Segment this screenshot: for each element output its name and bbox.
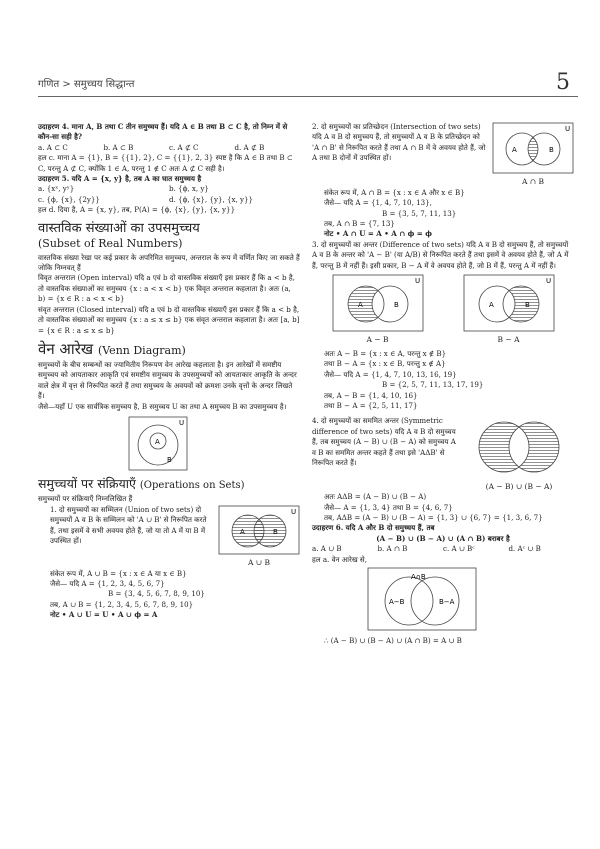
example-6-options [312, 544, 574, 554]
example-6-solution: हल a. वेन आरेख से, [312, 554, 367, 564]
example-6-expression: (A − B) ∪ (B − A) ∪ (A ∩ B) बराबर है [376, 533, 510, 543]
open-interval-def: विवृत अन्तराल (Open interval) यदि a एवं b दो वास्तविक संख्याएँ इस प्रकार हैं कि a < b है, तो वास्तविक संख्याओं का समुच्चय {x : a < x < b} एक विवृत अन्तराल कहलाता है। अतः (a, b) = {x ∈ R : a < x < b} [38, 273, 295, 304]
label-b: B [524, 301, 530, 310]
intersection-caption: A ∩ B [522, 177, 544, 187]
symmetric-difference-caption: (A − B) ∪ (B − A) [485, 481, 553, 491]
section-title: समुच्चयों पर संक्रियाएँ [38, 476, 136, 492]
label-b: B [273, 527, 278, 536]
difference-line6: तथा B − A = {2, 5, 11, 17} [324, 400, 418, 410]
option-d: d. {ϕ, {x}, {y}, {x, y}} [169, 194, 254, 204]
venn-paragraph: समुच्चयों के बीच सम्बन्धों का ज्यामितीय निरूपण वेन आरेख कहलाता है। इन आरेखों में समष्टीय समुच्चय को आयताकार आकृति एवं समष्टीय समुच्चय के उपसमुच्चयों को आयताकार आकृति के अन्दर वाले क्षेत्र में वृत्त से निरूपित करते हैं तथा समुच्चय के अवयवों को क्रमशः उनके वृत्तों के अन्दर लिखते हैं। [38, 359, 297, 401]
label-a: A [155, 437, 160, 446]
difference-line1: अतः A − B = {x : x ∈ A, परन्तु x ∉ B} [324, 348, 447, 358]
intersection-description: 2. दो समुच्चयों का प्रतिच्छेदन (Intersection of two sets) यदि A व B दो समुच्चय हैं, तो समुच्चयों A व B के प्रतिच्छेदन को 'A ∩ B' से निरूपित करते हैं तथा A ∩ B में वे अवयव होते हैं, जो A तथा B दोनों में उपस्थित हों। [312, 122, 486, 163]
symmetric-line2: जैसे— A = {1, 3, 4} तथा B = {4, 6, 7} [324, 502, 453, 512]
label-b: B [549, 146, 554, 154]
difference-description: 3. दो समुच्चयों का अन्तर (Difference of two sets) यदि A व B दो समुच्चय हैं, तो समुच्चयों A व B के अन्तर को 'A − B' (या A/B) से निरूपित करते हैं तथा इसमें वे अवयव होते हैं, जो A में हैं, परन्तु B में नहीं हैं। इसी प्रकार, B − A में वे अवयव होते हैं, जो B में हैं, परन्तु A में नहीं हैं। [312, 239, 569, 270]
section-subtitle: (Subset of Real Numbers) [38, 236, 183, 250]
example-6-venn [367, 567, 477, 631]
label-b: B [393, 301, 399, 310]
union-caption: A ∪ B [248, 558, 270, 568]
intersection-figure [492, 122, 574, 188]
section-subtitle: (Venn Diagram) [97, 343, 186, 357]
label-a: A [488, 301, 494, 310]
symmetric-line1: अतः AΔB = (A − B) ∪ (B − A) [324, 492, 427, 502]
option-b: b. A ⊂ B [103, 142, 134, 152]
label-u: U [414, 277, 420, 286]
breadcrumb: गणित > समुच्चय सिद्धान्त [38, 79, 135, 90]
example-6-conclusion: ∴ (A − B) ∪ (B − A) ∪ (A ∩ B) = A ∪ B [324, 636, 462, 646]
union-description: 1. दो समुच्चयों का सम्मिलन (Union of two sets) दो समुच्चयों A व B के सम्मिलन को 'A ∪ B' से निरूपित करते हैं, तथा इसमें वे सभी अवयव होते हैं, जो या तो A में या B में उपस्थित हों। [50, 504, 207, 545]
option-d: d. Aᶜ ∪ B [508, 544, 541, 554]
difference-line3: जैसे— यदि A = {1, 4, 7, 10, 13, 16, 19} [324, 369, 457, 379]
union-definition: संकेत रूप में, A ∪ B = {x : x ∈ A या x ∈ B} [50, 568, 187, 578]
venn-subset-diagram [128, 416, 188, 471]
union-example-line2: B = {3, 4, 5, 6, 7, 8, 9, 10} [108, 589, 205, 599]
option-c: c. {ϕ, {x}, {2y}} [38, 194, 100, 204]
union-venn [218, 505, 300, 555]
option-a: a. A ⊂ C [38, 142, 68, 152]
intersection-example-line2: B = {3, 5, 7, 11, 13} [382, 208, 457, 218]
label-u: U [179, 418, 185, 427]
example-5-solution: हल d. दिया है, A = {x, y}, तब, P(A) = {ϕ, {x}, {y}, {x, y}} [38, 205, 236, 215]
page-number: 5 [556, 70, 570, 95]
difference-line2: तथा B − A = {x : x ∈ B, परन्तु x ∉ A} [324, 359, 446, 369]
section-title-real-subsets [38, 221, 300, 251]
example-5-options-row2 [38, 195, 300, 205]
label-a-minus-b: A−B [389, 597, 405, 606]
union-block [38, 505, 300, 569]
section-title: वेन आरेख [38, 339, 94, 358]
example-4-solution: हल c. माना A = {1}, B = {{1}, 2}, C = {{1}, 2, 3} स्पष्ट है कि A ∈ B तथा B ⊂ C, परन्तु A ⊄ C, क्योंकि 1 ∈ A, परन्तु 1 ∉ C अतः A ⊄ C सही है। [38, 153, 293, 173]
label-a: A [357, 301, 363, 310]
union-figure [218, 505, 300, 569]
label-a: A [512, 146, 517, 154]
label-b-minus-a: B−A [439, 597, 455, 606]
header-rule [38, 96, 578, 97]
intersection-example-line1: जैसे— यदि A = {1, 4, 7, 10, 13}, [324, 198, 432, 208]
intersection-block [312, 122, 574, 188]
section-title-venn [38, 340, 300, 360]
label-u: U [565, 125, 571, 133]
b-minus-a-caption: B − A [497, 335, 520, 345]
closed-interval-def: संवृत अन्तराल (Closed interval) यदि a एवं b दो वास्तविक संख्याएँ इस प्रकार हैं कि a < b है, तो वास्तविक संख्याओं का समुच्चय {x : a ≤ x ≤ b} एक संवृत अन्तराल कहलाता है। अतः [a, b] = {x ∈ R : a ≤ x ≤ b} [38, 304, 300, 335]
section-subtitle: (Operations on Sets) [139, 480, 245, 492]
b-minus-a-venn [463, 274, 555, 332]
b-minus-a-figure [463, 274, 555, 346]
example-6-question: उदाहरण 6. यदि A और B दो समुच्चय हैं, तब [312, 523, 435, 533]
example-5-options-row1 [38, 184, 300, 194]
option-a: a. A ∪ B [312, 544, 342, 554]
symmetric-difference-block [312, 416, 574, 492]
intersection-venn [492, 122, 574, 174]
option-b: b. {ϕ, x, y} [169, 184, 209, 194]
option-d: d. A ⊄ B [234, 142, 265, 152]
label-a: A [240, 527, 245, 536]
option-b: b. A ∩ B [377, 544, 408, 554]
a-minus-b-figure [332, 274, 424, 346]
venn-example: जैसे—यहाँ U एक सार्वत्रिक समुच्चय है, B समुच्चय U का तथा A समुच्चय B का उपसमुच्चय है। [38, 401, 287, 411]
label-u: U [545, 277, 551, 286]
symmetric-difference-venn [464, 416, 574, 478]
option-a: a. {xˣ, yʸ} [38, 184, 75, 194]
example-4-options [38, 143, 300, 153]
difference-figures [312, 274, 574, 346]
right-column [312, 122, 574, 647]
a-minus-b-venn [332, 274, 424, 332]
label-b: B [167, 455, 172, 464]
operations-intro: समुच्चयों पर संक्रियाएँ निम्नलिखित हैं [38, 494, 133, 504]
difference-line5: तब, A − B = {1, 4, 10, 16} [324, 390, 418, 400]
intersection-definition: संकेत रूप में, A ∩ B = {x : x ∈ A और x ∈ B} [324, 187, 465, 197]
union-note: नोट • A ∪ U = U • A ∪ ϕ = A [50, 610, 158, 620]
symmetric-line3: तब, AΔB = (A − B) ∪ (B − A) = {1, 3} ∪ {6, 7} = {1, 3, 6, 7} [324, 512, 543, 522]
symmetric-difference-description: 4. दो समुच्चयों का सममित अन्तर (Symmetric difference of two sets) यदि A व B दो समुच्चय हैं, तब समुच्चय (A − B) ∪ (B − A) को समुच्चय A व B का सममित अन्तर कहते हैं तथा इसे 'AΔB' से निरूपित करते हैं। [312, 416, 456, 467]
union-example-line1: जैसे— यदि A = {1, 2, 3, 4, 5, 6, 7} [50, 578, 165, 588]
option-c: c. A ∪ Bᶜ [443, 544, 475, 554]
symmetric-difference-figure [464, 416, 574, 492]
intersection-example-line3: तब, A ∩ B = {7, 13} [324, 219, 395, 229]
real-intro: वास्तविक संख्या रेखा पर कई प्रकार के अपरिमित समुच्चय, अन्तराल के रूप में वर्णित किए जा सकते हैं जोकि निम्नवत् हैं [38, 252, 300, 273]
section-title-operations [38, 476, 300, 494]
intersection-note: नोट • A ∩ U = A • A ∩ ϕ = ϕ [324, 229, 432, 239]
section-title: वास्तविक संख्याओं का उपसमुच्चय [38, 220, 200, 236]
label-u: U [291, 507, 297, 516]
example-4-question: उदाहरण 4. माना A, B तथा C तीन समुच्चय हैं। यदि A ∈ B तथा B ⊂ C है, तो निम्न में से कौन-सा सही है? [38, 122, 288, 142]
label-a-intersect-b: A∩B [411, 572, 426, 581]
union-example-line3: तब, A ∪ B = {1, 2, 3, 4, 5, 6, 7, 8, 9, 10} [50, 599, 194, 609]
option-c: c. A ⊄ C [169, 142, 199, 152]
a-minus-b-caption: A − B [366, 335, 389, 345]
difference-line4: B = {2, 5, 7, 11, 13, 17, 19} [382, 380, 484, 390]
example-5-question: उदाहरण 5. यदि A = {x, y} है, तब A का घात समुच्चय है [38, 174, 202, 184]
left-column [38, 122, 300, 621]
